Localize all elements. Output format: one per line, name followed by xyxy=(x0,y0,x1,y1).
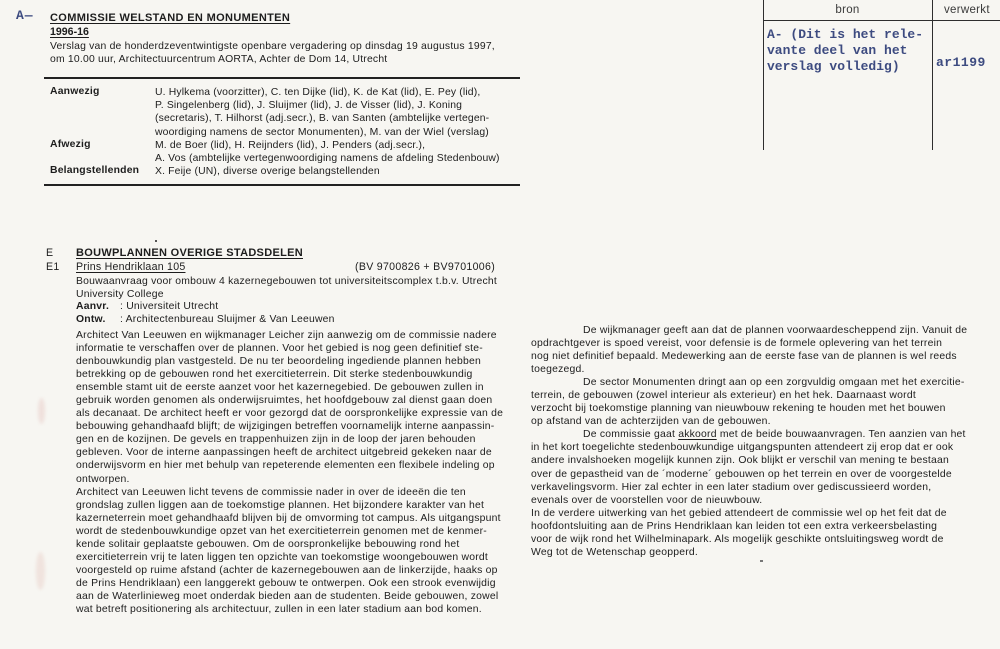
section-item-code: E1 xyxy=(46,261,60,273)
text-line: verzocht bij toekomstige planning van nieuwbouw rekening te houden met het bouwen xyxy=(531,403,946,415)
designer-label: Ontw. xyxy=(76,314,106,325)
text-line: University College xyxy=(76,289,164,301)
stamp-archive-code: ar1199 xyxy=(936,55,986,70)
text-line: om 10.00 uur, Architectuurcentrum AORTA, Achter de Dom 14, Utrecht xyxy=(50,54,388,65)
text-line: grondslag zullen liggen aan de toekomstige plannen. Het bijzondere karakter van het xyxy=(76,499,485,511)
attendance-label-aanwezig: Aanwezig xyxy=(50,86,100,97)
minutes-left-column xyxy=(76,329,536,616)
text-line: Architect Van Leeuwen en wijkmanager Leicher zijn aanwezig om de commissie nadere xyxy=(76,330,497,341)
section-title: BOUWPLANNEN OVERIGE STADSDELEN xyxy=(76,247,303,259)
text-line: in het kort toegelichte stedenbouwkundige uitgangspunten attendeert zij erop dat er ook xyxy=(531,442,954,454)
stamp-column-bron: bron xyxy=(835,4,860,16)
text-line: aan de Waterlinieweg moet onderdak bieden aan de studenten. Beide gebouwen, zowel xyxy=(76,590,499,602)
text-line: als decanaat. De architect heeft er voor gezorgd dat de oorspronkelijke expressie van de xyxy=(76,408,504,420)
text-line: A- (Dit is het rele- xyxy=(767,27,924,42)
divider-rule-bottom xyxy=(44,184,520,186)
text-line: woordiging namens de sector Monumenten), M. van der Wiel (verslag) xyxy=(155,126,489,138)
item-address: Prins Hendriklaan 105 xyxy=(76,261,186,273)
text-line: De sector Monumenten dringt aan op een zorgvuldig omgaan met het exercitie- xyxy=(583,377,965,389)
divider-rule-top xyxy=(44,77,520,79)
text-line: verkavelingsvorm. Hier zal echter in een later stadium over gediscussieerd worden, xyxy=(531,481,932,493)
applicant-label: Aanvr. xyxy=(76,301,110,312)
text-line: over de gepastheid van de ´moderne´ gebouwen op het terrein en over de voorgestelde xyxy=(531,468,952,480)
text-line: toegezegd. xyxy=(531,364,585,376)
stamp-table-left-border xyxy=(763,0,764,150)
text-line: A. Vos (ambtelijke vertegenwoordiging namens de afdeling Stedenbouw) xyxy=(155,153,500,164)
text-line: De wijkmanager geeft aan dat de plannen voorwaardescheppend zijn. Vanuit de xyxy=(583,325,968,336)
text-line: gebruik worden genomen als onderwijsruimtes, het hoofdgebouw zal dienst gaan doen xyxy=(76,395,493,407)
text-line: gen en de kozijnen. De gevels en trappenhuizen zijn in de loop der jaren behouden xyxy=(76,434,476,446)
text-line: vante deel van het xyxy=(767,43,908,58)
text-line: Weg tot de Wetenschap geopperd. xyxy=(531,546,699,558)
text-line: voorgesteld op ruime afstand (achter de kazernegebouwen aan de linkerzijde, haaks op xyxy=(76,564,498,576)
attendance-label-afwezig: Afwezig xyxy=(50,138,91,150)
text-line: In de verdere uitwerking van het gebied attendeert de commissie wel op het feit dat de xyxy=(531,507,947,519)
applicant-row xyxy=(76,301,218,312)
report-number: 1996-16 xyxy=(50,26,89,38)
text-line: X. Feije (UN), diverse overige belangstellenden xyxy=(155,166,380,178)
document-title: COMMISSIE WELSTAND EN MONUMENTEN xyxy=(50,12,291,24)
attendance-value-afwezig xyxy=(155,139,500,165)
item-description xyxy=(76,275,497,301)
stamp-table-column-divider xyxy=(932,0,933,150)
text-line: denbouwkundig plan vastgesteld. De nu ter beoordeling ingediende plannen hebben xyxy=(76,356,482,368)
text-line: gebleven. Voor de interne aanpassingen heeft de architect uitgebreid gekeken naar de xyxy=(76,447,492,459)
text-line: P. Singelenberg (lid), J. Sluijmer (lid), J. de Visser (lid), J. Koning xyxy=(155,100,463,112)
text-line: bebouwing gehandhaafd blijft; de wijzigingen betreffen voornamelijk interne aanpassin- xyxy=(76,421,495,433)
text-line: exercitieterrein vrij te laten liggen ten opzichte van toekomstige woongebouwen wordt xyxy=(76,551,489,563)
text-line: andere invalshoeken mogelijk kunnen zijn. Ook blijkt er verschil van mening te bestaan xyxy=(531,455,950,467)
text-line: onderwijsvorm en hier met behulp van repeterende elementen een flexibele indeling op xyxy=(76,460,495,472)
text-line: ontworpen. xyxy=(76,473,130,485)
text-line: kazerneterrein moet gehandhaafd blijven bij de omvorming tot campus. Als uitgangspunt xyxy=(76,512,501,524)
margin-annotation-mark: A— xyxy=(16,8,34,23)
text-line: Verslag van de honderdzeventwintigste openbare vergadering op dinsdag 19 augustus 1997, xyxy=(50,41,495,52)
scan-artifact xyxy=(36,552,45,590)
text-line: wat betreft positionering als architectuur, zullen in een later stadium aan bod komen. xyxy=(76,603,482,615)
scan-artifact xyxy=(155,240,157,242)
text-line: Architect van Leeuwen licht tevens de commissie nader in over de ideeën die ten xyxy=(76,486,466,498)
text-line: kende solitair geplaatste gebouwen. Om de oorspronkelijke bebouwing rond het xyxy=(76,538,460,550)
text-line: evenals over de voorstellen voor de nieuwbouw. xyxy=(531,494,763,506)
text-line: verslag volledig) xyxy=(767,59,900,74)
applicant-value: : Universiteit Utrecht xyxy=(120,301,219,312)
stamp-column-verwerkt: verwerkt xyxy=(944,4,990,16)
attendance-label-belangstellenden: Belangstellenden xyxy=(50,165,140,177)
text-line: betrekking op de gebouwen rond het exercitieterrein. Dit sterke stedenbouwkundig xyxy=(76,369,473,381)
text-line: terrein, de gebouwen (zowel interieur als exterieur) en het hek. Daarnaast wordt xyxy=(531,390,916,402)
designer-row xyxy=(76,314,335,325)
text-line: ensemble stamt uit de eerste aanzet voor het kazernegebied. De gebouwen zullen in xyxy=(76,382,484,394)
text-line: Bouwaanvraag voor ombouw 4 kazernegebouwen tot universiteitscomplex t.b.v. Utrecht xyxy=(76,276,497,287)
scan-artifact xyxy=(760,560,763,562)
text-line: nog niet definitief bepaald. Medewerking aan de eerste fase van de plannen is wel reeds xyxy=(531,351,957,363)
text-line: U. Hylkema (voorzitter), C. ten Dijke (lid), K. de Kat (lid), E. Pey (lid), xyxy=(155,87,481,98)
stamp-note-text xyxy=(767,27,923,75)
text-line: op afstand van de achterzijden van de gebouwen. xyxy=(531,416,771,428)
item-reference-number: (BV 9700826 + BV9701006) xyxy=(355,261,496,273)
text-line: informatie te verschaffen over de plannen. Voor het gebied is nog geen definitief ste- xyxy=(76,343,483,355)
scan-artifact xyxy=(38,398,45,424)
text-line: de Prins Hendriklaan) een langgerekt gebouw te ontwerpen. Ook een strook evenwijdig xyxy=(76,577,496,589)
designer-value: : Architectenbureau Sluijmer & Van Leeuwen xyxy=(120,314,335,325)
meeting-description xyxy=(50,40,495,66)
text-line: voor de wijk rond het Wilhelminapark. Als mogelijk geschikte ontsluitingsweg wordt de xyxy=(531,533,944,545)
attendance-value-aanwezig xyxy=(155,86,489,139)
stamp-table-header-rule xyxy=(763,20,1000,21)
minutes-right-column xyxy=(531,324,996,559)
section-code: E xyxy=(46,247,54,259)
text-line: opdrachtgever is spoed vereist, voor defensie is de formele oplevering van het terrein xyxy=(531,338,943,350)
text-line: (secretaris), T. Hilhorst (adj.secr.), B. van Santen (ambtelijke vertegen- xyxy=(155,113,490,125)
text-line: hoofdontsluiting aan de Prins Hendriklaan kan leiden tot een extra verkeersbelasting xyxy=(531,520,938,532)
text-line: wordt de stedenbouwkundige opzet van het exercitieterrein genomen met de kenmer- xyxy=(76,525,487,537)
text-line: De commissie gaat akkoord met de beide bouwaanvragen. Ten aanzien van het xyxy=(583,429,966,441)
text-line: M. de Boer (lid), H. Reijnders (lid), J. Penders (adj.secr.), xyxy=(155,139,426,151)
attendance-value-belangstellenden xyxy=(155,165,380,178)
